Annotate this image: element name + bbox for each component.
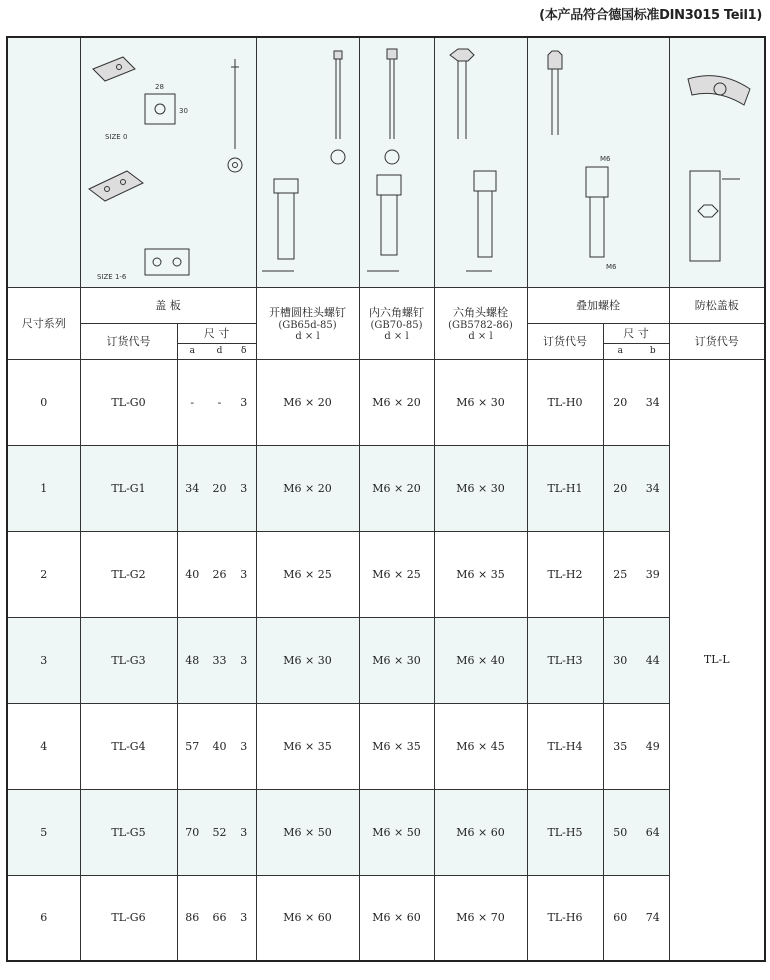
stack-order-code-header: 订货代号 (527, 323, 603, 359)
stack-dim-b-header: b (637, 343, 669, 359)
hex-bolt-header (434, 287, 527, 359)
hex-socket-header (359, 287, 434, 359)
stack-code-cell: TL-H6 (527, 875, 603, 961)
hex-bolt-title: 六角头螺栓 (453, 306, 508, 319)
a-cell: 86 (177, 875, 207, 961)
illustration-empty (7, 37, 80, 287)
table-row (7, 359, 765, 445)
header-row-1 (7, 287, 765, 323)
a-cell: 57 (177, 703, 207, 789)
socket-cell: M6 × 20 (359, 445, 434, 531)
delta-cell: 3 (232, 445, 256, 531)
delta-cell: 3 (232, 531, 256, 617)
socket-cell: M6 × 30 (359, 617, 434, 703)
socket-cell: M6 × 25 (359, 531, 434, 617)
m6-bottom-label: M6 (606, 263, 617, 272)
delta-cell: 3 (232, 617, 256, 703)
size-cell: 1 (7, 445, 80, 531)
standard-note: (本产品符合德国标准DIN3015 Teil1) (539, 8, 762, 23)
illustration-row (7, 37, 765, 287)
cover-plate-header: 盖 板 (80, 287, 256, 323)
hex-socket-std: (GB70-85) (370, 320, 423, 331)
slotted-cell: M6 × 30 (256, 617, 359, 703)
lock-plate-value: TL-L (669, 359, 765, 961)
table-row (7, 617, 765, 703)
delta-cell: 3 (232, 359, 256, 445)
size-series-header: 尺寸系列 (7, 287, 80, 359)
d-cell: 33 (207, 617, 232, 703)
slotted-screw-std: (GB65d-85) (278, 320, 337, 331)
stack-b-cell: 49 (637, 703, 669, 789)
a-cell: - (177, 359, 207, 445)
stack-b-cell: 64 (637, 789, 669, 875)
slotted-cell: M6 × 20 (256, 359, 359, 445)
d-cell: 40 (207, 703, 232, 789)
cover-plate-drawing (80, 37, 256, 287)
code-cell: TL-G1 (80, 445, 177, 531)
hex-bolt-drawing (434, 37, 527, 287)
stack-a-cell: 20 (603, 445, 637, 531)
d-cell: 66 (207, 875, 232, 961)
hex-socket-drawing (359, 37, 434, 287)
stack-bolt-drawing (527, 37, 669, 287)
size-cell: 2 (7, 531, 80, 617)
stack-b-cell: 74 (637, 875, 669, 961)
socket-cell: M6 × 35 (359, 703, 434, 789)
slotted-screw-title: 开槽圆柱头螺钉 (269, 306, 346, 319)
hex-cell: M6 × 45 (434, 703, 527, 789)
d-cell: 52 (207, 789, 232, 875)
stack-a-cell: 20 (603, 359, 637, 445)
slotted-screw-drawing (256, 37, 359, 287)
stack-bolt-header: 叠加螺栓 (527, 287, 669, 323)
code-cell: TL-G6 (80, 875, 177, 961)
lock-plate-header: 防松盖板 (669, 287, 765, 323)
size-cell: 3 (7, 617, 80, 703)
stack-dim-a-header: a (603, 343, 637, 359)
table-row (7, 445, 765, 531)
hex-cell: M6 × 35 (434, 531, 527, 617)
socket-cell: M6 × 50 (359, 789, 434, 875)
m6-top-label: M6 (600, 155, 611, 164)
code-cell: TL-G2 (80, 531, 177, 617)
stack-b-cell: 39 (637, 531, 669, 617)
slotted-dxl: d × l (295, 331, 320, 342)
d-cell: 26 (207, 531, 232, 617)
cover-dimension-header: 尺 寸 (177, 323, 256, 343)
cover-order-code-header: 订货代号 (80, 323, 177, 359)
size-cell: 4 (7, 703, 80, 789)
stack-a-cell: 60 (603, 875, 637, 961)
stack-code-cell: TL-H1 (527, 445, 603, 531)
stack-a-cell: 30 (603, 617, 637, 703)
stack-a-cell: 25 (603, 531, 637, 617)
hex-cell: M6 × 30 (434, 445, 527, 531)
hex-cell: M6 × 40 (434, 617, 527, 703)
table-row (7, 789, 765, 875)
hex-cell: M6 × 70 (434, 875, 527, 961)
stack-a-cell: 35 (603, 703, 637, 789)
hex-bolt-std: (GB5782-86) (448, 320, 513, 331)
lock-plate-drawing (669, 37, 765, 287)
delta-cell: 3 (232, 875, 256, 961)
stack-a-cell: 50 (603, 789, 637, 875)
slotted-cell: M6 × 20 (256, 445, 359, 531)
hex-bolt-dxl: d × l (468, 331, 493, 342)
code-cell: TL-G3 (80, 617, 177, 703)
socket-cell: M6 × 20 (359, 359, 434, 445)
hex-cell: M6 × 60 (434, 789, 527, 875)
size-cell: 0 (7, 359, 80, 445)
dim-d-header: d (207, 343, 232, 359)
hex-socket-title: 内六角螺钉 (369, 306, 424, 319)
stack-code-cell: TL-H0 (527, 359, 603, 445)
slotted-cell: M6 × 35 (256, 703, 359, 789)
delta-cell: 3 (232, 703, 256, 789)
stack-dimension-header: 尺 寸 (603, 323, 669, 343)
size16-label: SIZE 1-6 (97, 273, 127, 282)
a-cell: 40 (177, 531, 207, 617)
dim-28-label: 28 (155, 83, 164, 92)
dim-a-header: a (177, 343, 207, 359)
slotted-cell: M6 × 25 (256, 531, 359, 617)
a-cell: 34 (177, 445, 207, 531)
lock-order-code-header: 订货代号 (669, 323, 765, 359)
d-cell: 20 (207, 445, 232, 531)
dim-delta-header: δ (232, 343, 256, 359)
stack-code-cell: TL-H2 (527, 531, 603, 617)
table-row (7, 531, 765, 617)
delta-cell: 3 (232, 789, 256, 875)
stack-b-cell: 44 (637, 617, 669, 703)
a-cell: 70 (177, 789, 207, 875)
a-cell: 48 (177, 617, 207, 703)
socket-cell: M6 × 60 (359, 875, 434, 961)
slotted-cell: M6 × 50 (256, 789, 359, 875)
code-cell: TL-G0 (80, 359, 177, 445)
hex-cell: M6 × 30 (434, 359, 527, 445)
stack-code-cell: TL-H3 (527, 617, 603, 703)
code-cell: TL-G5 (80, 789, 177, 875)
table-row (7, 703, 765, 789)
size-cell: 5 (7, 789, 80, 875)
stack-code-cell: TL-H5 (527, 789, 603, 875)
stack-code-cell: TL-H4 (527, 703, 603, 789)
hex-socket-dxl: d × l (384, 331, 409, 342)
size0-label: SIZE 0 (105, 133, 128, 142)
slotted-cell: M6 × 60 (256, 875, 359, 961)
stack-b-cell: 34 (637, 359, 669, 445)
dim-30-label: 30 (179, 107, 188, 116)
size-cell: 6 (7, 875, 80, 961)
spec-table (6, 36, 766, 962)
slotted-screw-header (256, 287, 359, 359)
d-cell: - (207, 359, 232, 445)
table-row (7, 875, 765, 961)
code-cell: TL-G4 (80, 703, 177, 789)
stack-b-cell: 34 (637, 445, 669, 531)
